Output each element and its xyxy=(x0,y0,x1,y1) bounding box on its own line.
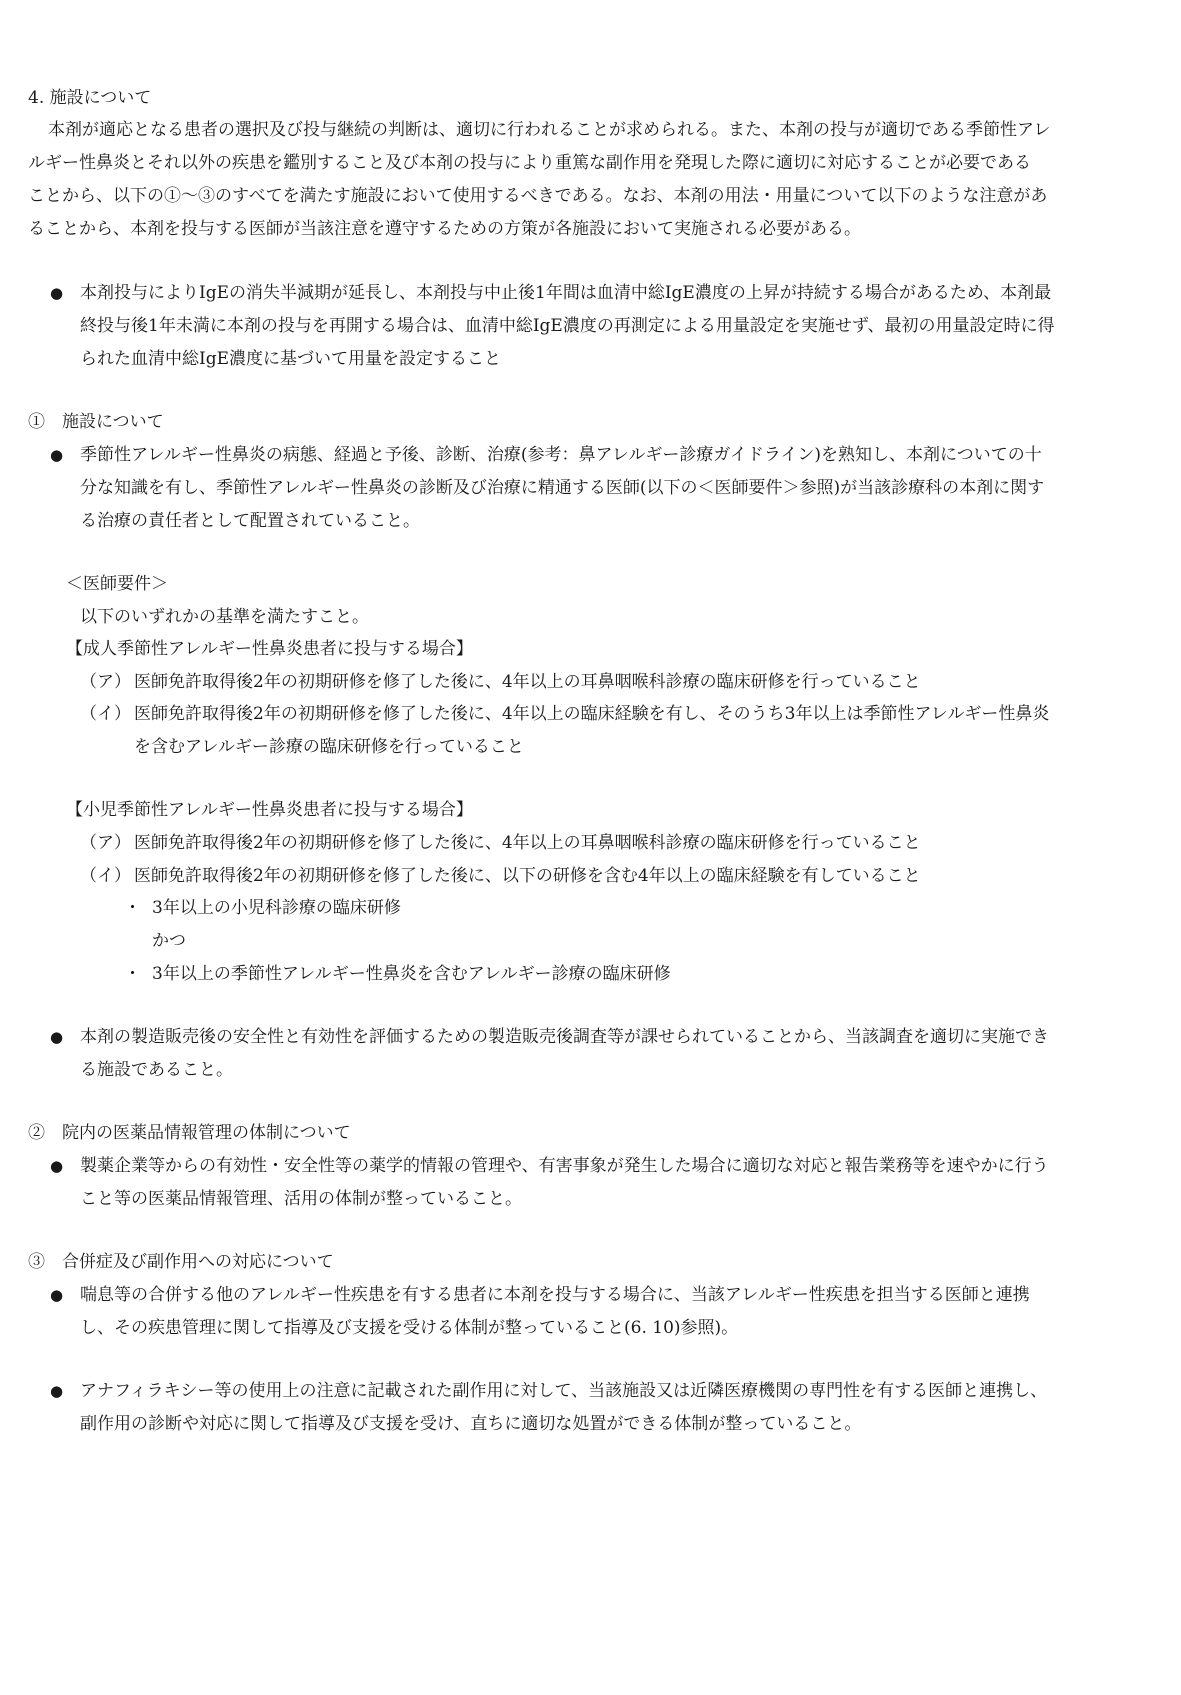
adult-item-a: 医師免許取得後2年の初期研修を修了した後に、4年以上の耳鼻咽喉科診療の臨床研修を行っていること xyxy=(134,672,921,692)
bullet-icon: ● xyxy=(50,1028,64,1046)
bullet-icon: ● xyxy=(50,1157,64,1175)
intro-line: ることから、本剤を投与する医師が当該注意を遵守するための方策が各施設において実施される必要がある。 xyxy=(28,219,861,239)
bullet-icon: ● xyxy=(50,446,64,464)
list-marker: （ア） xyxy=(80,672,131,692)
bullet-icon: ● xyxy=(50,284,64,302)
dot-icon: ・ xyxy=(124,898,141,918)
child-title: 【小児季節性アレルギー性鼻炎患者に投与する場合】 xyxy=(66,800,473,820)
child-sub-item: 3年以上の小児科診療の臨床研修 xyxy=(152,898,401,918)
bullet-line: る治療の責任者として配置されていること。 xyxy=(80,511,420,531)
child-sub-item: 3年以上の季節性アレルギー性鼻炎を含むアレルギー診療の臨床研修 xyxy=(152,964,671,984)
intro-line: 本剤が適応となる患者の選択及び投与継続の判断は、適切に行われることが求められる。また、本剤の投与が適切である季節性アレ xyxy=(48,120,1051,140)
requirements-title: ＜医師要件＞ xyxy=(66,574,168,594)
bullet-line: 本剤の製造販売後の安全性と有効性を評価するための製造販売後調査等が課せられていることから、当該調査を適切に実施でき xyxy=(80,1027,1049,1047)
bullet-line: る施設であること。 xyxy=(80,1060,233,1080)
note-line: 本剤投与によりIgEの消失半減期が延長し、本剤投与中止後1年間は血清中総IgE濃度の上昇が持続する場合があるため、本剤最 xyxy=(80,283,1052,303)
child-item-a: 医師免許取得後2年の初期研修を修了した後に、4年以上の耳鼻咽喉科診療の臨床研修を行っていること xyxy=(134,833,921,853)
subsection-heading: ③ 合併症及び副作用への対応について xyxy=(28,1252,334,1272)
child-item-i: 医師免許取得後2年の初期研修を修了した後に、以下の研修を含む4年以上の臨床経験を有していること xyxy=(134,866,921,886)
adult-item-i: 医師免許取得後2年の初期研修を修了した後に、4年以上の臨床経験を有し、そのうち3年以上は季節性アレルギー性鼻炎 xyxy=(134,704,1050,724)
subsection-heading: ① 施設について xyxy=(28,412,164,432)
list-marker: （イ） xyxy=(80,866,131,886)
intro-line: ことから、以下の①～③のすべてを満たす施設において使用するべきである。なお、本剤の用法・用量について以下のような注意があ xyxy=(28,186,1048,206)
list-marker: （ア） xyxy=(80,833,131,853)
dot-icon: ・ xyxy=(124,964,141,984)
bullet-line: 季節性アレルギー性鼻炎の病態、経過と予後、診断、治療(参考：鼻アレルギー診療ガイドライン)を熟知し、本剤についての十 xyxy=(80,445,1042,465)
requirements-intro: 以下のいずれかの基準を満たすこと。 xyxy=(80,607,369,627)
child-and: かつ xyxy=(152,931,186,951)
adult-item-i: を含むアレルギー診療の臨床研修を行っていること xyxy=(134,737,524,757)
intro-line: ルギー性鼻炎とそれ以外の疾患を鑑別すること及び本剤の投与により重篤な副作用を発現した際に適切に対応することが必要である xyxy=(28,153,1031,173)
bullet-line: し、その疾患管理に関して指導及び支援を受ける体制が整っていること(6. 10)参照)。 xyxy=(80,1318,739,1338)
subsection-heading: ② 院内の医薬品情報管理の体制について xyxy=(28,1123,351,1143)
bullet-icon: ● xyxy=(50,1382,64,1400)
bullet-icon: ● xyxy=(50,1286,64,1304)
bullet-line: 分な知識を有し、季節性アレルギー性鼻炎の診断及び治療に精通する医師(以下の＜医師要件＞参照)が当該診療科の本剤に関す xyxy=(80,478,1045,498)
section-heading: 4. 施設について xyxy=(28,88,152,108)
list-marker: （イ） xyxy=(80,704,131,724)
bullet-line: 製薬企業等からの有効性・安全性等の薬学的情報の管理や、有害事象が発生した場合に適切な対応と報告業務等を速やかに行う xyxy=(80,1156,1049,1176)
bullet-line: 副作用の診断や対応に関して指導及び支援を受け、直ちに適切な処置ができる体制が整っていること。 xyxy=(80,1414,862,1434)
adult-title: 【成人季節性アレルギー性鼻炎患者に投与する場合】 xyxy=(66,639,473,659)
note-line: られた血清中総IgE濃度に基づいて用量を設定すること xyxy=(80,349,502,369)
bullet-line: 喘息等の合併する他のアレルギー性疾患を有する患者に本剤を投与する場合に、当該アレルギー性疾患を担当する医師と連携 xyxy=(80,1285,1030,1305)
note-line: 終投与後1年未満に本剤の投与を再開する場合は、血清中総IgE濃度の再測定による用量設定を実施せず、最初の用量設定時に得 xyxy=(80,316,1055,336)
bullet-line: こと等の医薬品情報管理、活用の体制が整っていること。 xyxy=(80,1189,522,1209)
bullet-line: アナフィラキシー等の使用上の注意に記載された副作用に対して、当該施設又は近隣医療機関の専門性を有する医師と連携し、 xyxy=(80,1381,1048,1401)
